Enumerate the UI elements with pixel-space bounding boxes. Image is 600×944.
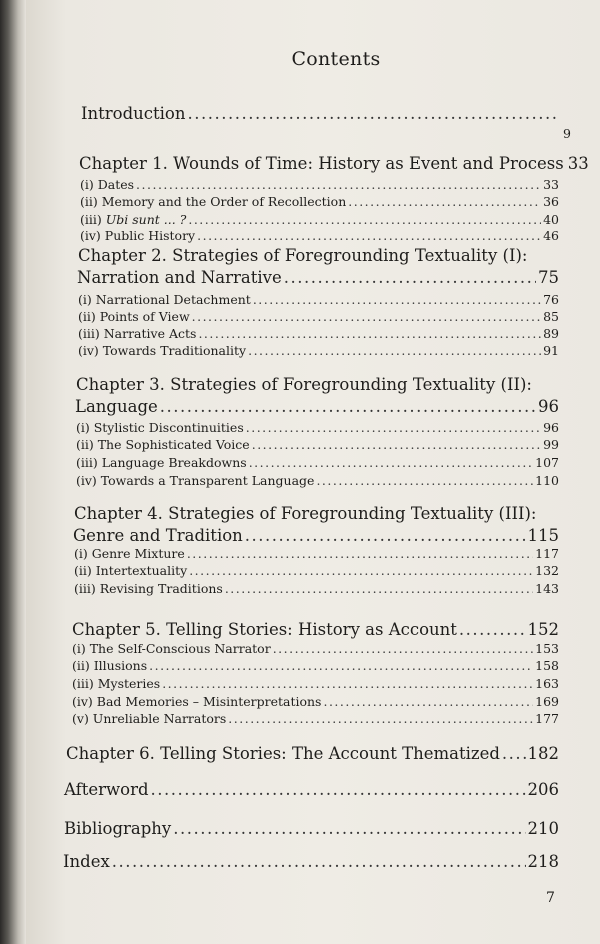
toc-entry-chapter-5[interactable]: Chapter 5. Telling Stories: History as Account ..... 152 — [72, 620, 559, 639]
dot-leader — [225, 581, 533, 596]
toc-subentry[interactable]: (ii) The Sophisticated Voice ..... 99 — [76, 437, 559, 452]
toc-entry-chapter-2[interactable]: Narration and Narrative ..... 75 — [77, 268, 559, 287]
toc-subentry[interactable]: (v) Unreliable Narrators ..... 177 — [72, 711, 559, 726]
toc-chapter-4-title[interactable]: Chapter 4. Strategies of Foregrounding Textuality (III): — [74, 504, 537, 523]
dot-leader — [348, 194, 541, 209]
dot-leader — [246, 420, 541, 435]
dot-leader — [459, 620, 526, 639]
page-title: Contents — [291, 48, 381, 70]
toc-subentry[interactable]: (i) Dates ..... 33 — [80, 177, 559, 192]
toc-label: Introduction — [81, 104, 186, 123]
dot-leader — [173, 819, 525, 838]
dot-leader — [189, 563, 533, 578]
dot-leader — [502, 744, 526, 763]
toc-subentry[interactable]: (iii) Ubi sunt ... ? ..... 40 — [80, 212, 559, 227]
dot-leader — [149, 658, 533, 673]
toc-subentry[interactable]: (ii) Memory and the Order of Recollection ..... 36 — [80, 194, 559, 209]
toc-page: 33 — [567, 154, 589, 173]
toc-page: 9 — [563, 126, 571, 141]
toc-label: Chapter 1. Wounds of Time: History as Event and Process — [79, 154, 564, 173]
dot-leader — [188, 212, 541, 227]
dot-leader — [248, 343, 541, 358]
dot-leader — [284, 268, 536, 287]
dot-leader — [323, 694, 533, 709]
toc-subentry[interactable]: (iii) Revising Traditions ..... 143 — [74, 581, 559, 596]
dot-leader — [136, 177, 541, 192]
dot-leader — [160, 397, 536, 416]
toc-entry-bibliography[interactable]: Bibliography ..... 210 — [64, 819, 559, 838]
toc-subentry[interactable]: (iii) Language Breakdowns ..... 107 — [76, 455, 559, 470]
dot-leader — [228, 711, 533, 726]
toc-entry-afterword[interactable]: Afterword ..... 206 — [64, 780, 559, 799]
toc-subentry[interactable]: (i) Genre Mixture ..... 117 — [74, 546, 559, 561]
dot-leader — [151, 780, 526, 799]
toc-entry-index[interactable]: Index ..... 218 — [63, 852, 559, 871]
dot-leader — [252, 437, 541, 452]
dot-leader — [197, 228, 541, 243]
dot-leader — [162, 676, 533, 691]
dot-leader — [253, 292, 541, 307]
book-gutter — [0, 0, 26, 944]
toc-entry-chapter-3[interactable]: Language ..... 96 — [75, 397, 559, 416]
dot-leader — [245, 526, 526, 545]
dot-leader — [112, 852, 526, 871]
dot-leader — [316, 473, 533, 488]
toc-subentry[interactable]: (ii) Points of View ..... 85 — [78, 309, 559, 324]
dot-leader — [273, 641, 533, 656]
dot-leader — [192, 309, 541, 324]
toc-subentry[interactable]: (iii) Mysteries ..... 163 — [72, 676, 559, 691]
toc-subentry[interactable]: (i) Narrational Detachment ..... 76 — [78, 292, 559, 307]
toc-subentry[interactable]: (ii) Intertextuality ..... 132 — [74, 563, 559, 578]
dot-leader — [188, 104, 558, 123]
toc-subentry[interactable]: (i) Stylistic Discontinuities ..... 96 — [76, 420, 559, 435]
toc-subentry[interactable]: (iv) Towards Traditionality ..... 91 — [78, 343, 559, 358]
toc-entry-chapter-6[interactable]: Chapter 6. Telling Stories: The Account Thematized ..... 182 — [66, 744, 559, 763]
dot-leader — [187, 546, 533, 561]
toc-subentry[interactable]: (iv) Bad Memories – Misinterpretations ..... 169 — [72, 694, 559, 709]
dot-leader — [249, 455, 533, 470]
toc-subentry[interactable]: (i) The Self-Conscious Narrator ..... 153 — [72, 641, 559, 656]
toc-entry-chapter-4[interactable]: Genre and Tradition ..... 115 — [73, 526, 559, 545]
toc-chapter-2-title[interactable]: Chapter 2. Strategies of Foregrounding Textuality (I): — [78, 246, 528, 265]
toc-subentry[interactable]: (ii) Illusions ..... 158 — [72, 658, 559, 673]
toc-entry-chapter-1[interactable] — [79, 154, 589, 173]
contents-page — [26, 0, 600, 944]
toc-subentry[interactable]: (iii) Narrative Acts ..... 89 — [78, 326, 559, 341]
page-number: 7 — [546, 890, 555, 906]
toc-subentry[interactable]: (iv) Public History ..... 46 — [80, 228, 559, 243]
toc-subentry[interactable]: (iv) Towards a Transparent Language ..... 110 — [76, 473, 559, 488]
toc-chapter-3-title[interactable]: Chapter 3. Strategies of Foregrounding Textuality (II): — [76, 375, 532, 394]
dot-leader — [198, 326, 541, 341]
toc-entry-introduction[interactable] — [81, 104, 559, 123]
